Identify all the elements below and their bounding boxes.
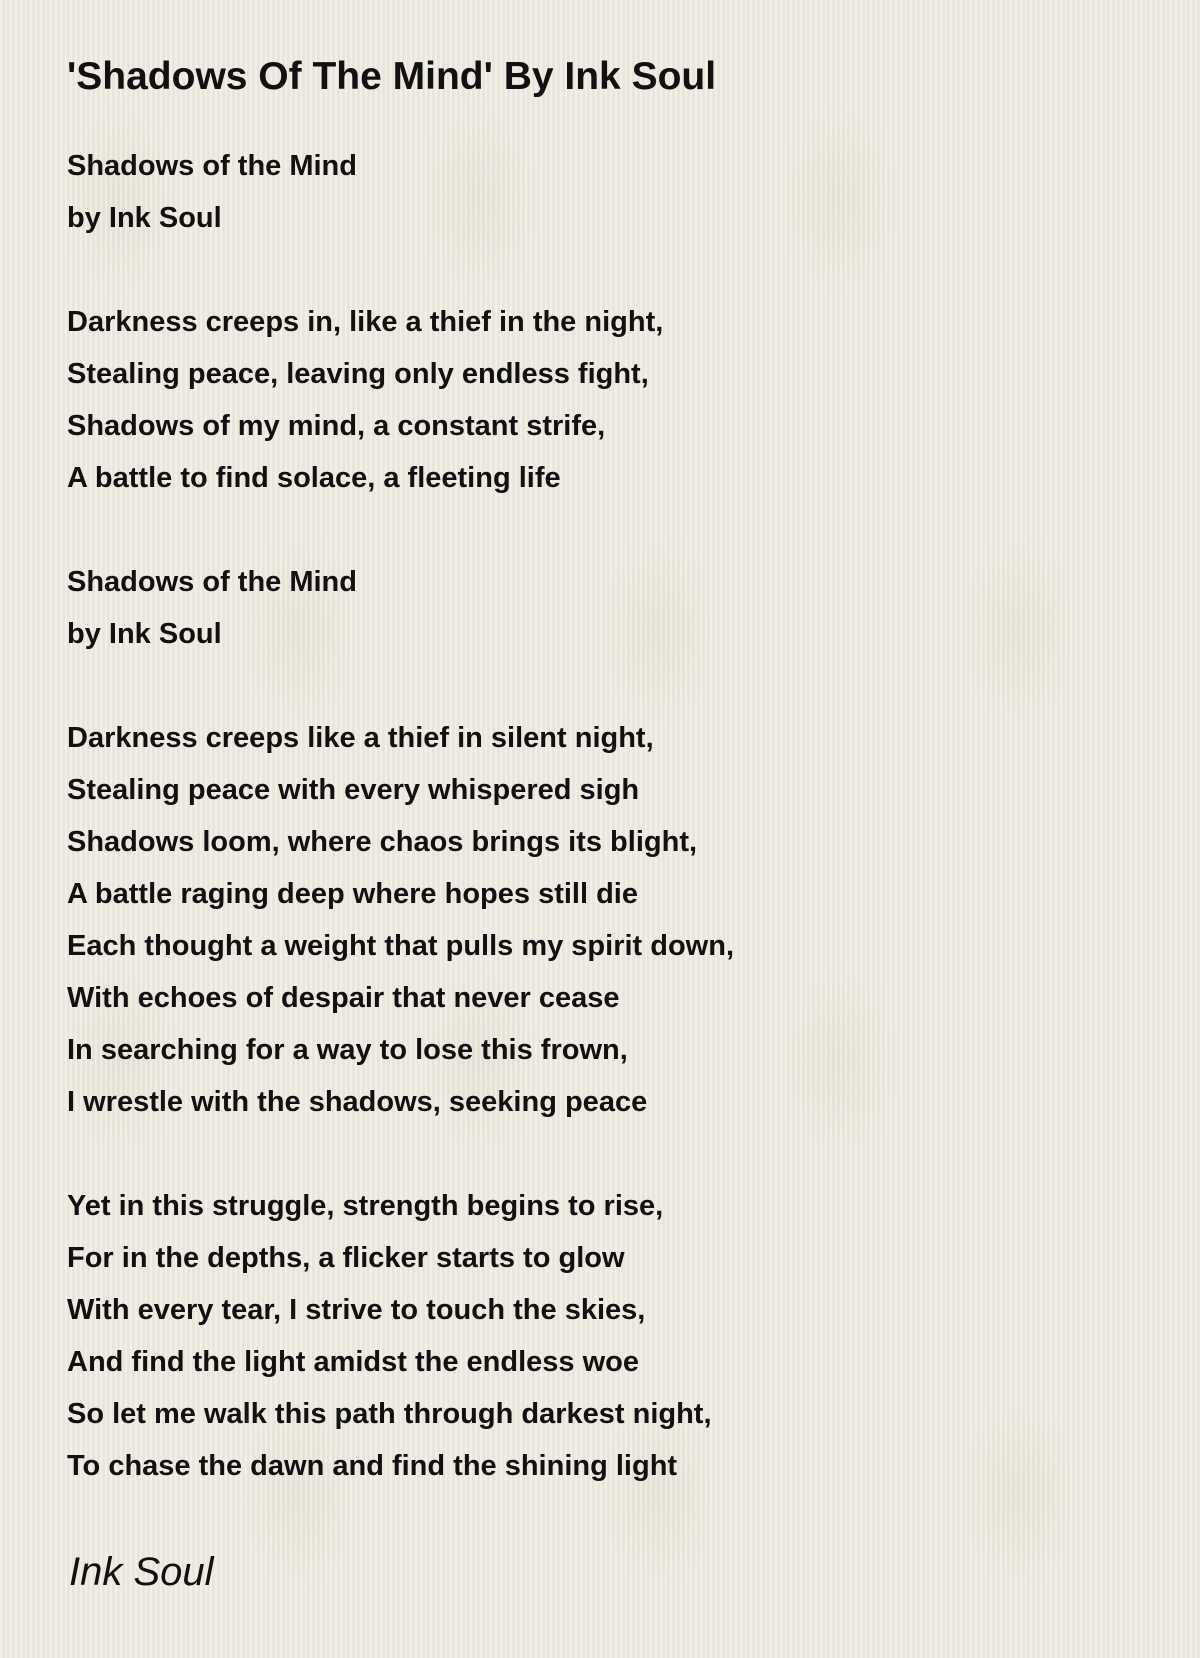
poem-line: To chase the dawn and find the shining light <box>67 1450 678 1482</box>
poem-line: I wrestle with the shadows, seeking peace <box>67 1086 648 1118</box>
poem-body <box>67 140 1147 1492</box>
poem-line: And find the light amidst the endless woe <box>67 1346 639 1378</box>
poem-line: Shadows of the Mind <box>67 150 357 182</box>
stanza-break <box>67 660 1147 712</box>
poem-line: A battle to find solace, a fleeting life <box>67 462 561 494</box>
poem-line: Shadows loom, where chaos brings its blight, <box>67 826 698 858</box>
poem-line: by Ink Soul <box>67 618 222 650</box>
poem-line: With echoes of despair that never cease <box>67 982 620 1014</box>
poem-line: So let me walk this path through darkest night, <box>67 1398 712 1430</box>
poem-page <box>67 50 1147 1600</box>
stanza-break <box>67 504 1147 556</box>
poem-line: Stealing peace, leaving only endless fight, <box>67 358 649 390</box>
poem-line: For in the depths, a flicker starts to glow <box>67 1242 625 1274</box>
poem-line: Darkness creeps like a thief in silent night, <box>67 722 654 754</box>
poem-line: by Ink Soul <box>67 202 222 234</box>
stanza-break <box>67 1128 1147 1180</box>
poem-line: A battle raging deep where hopes still die <box>67 878 638 910</box>
stanza-break <box>67 244 1147 296</box>
page-title: 'Shadows Of The Mind' By Ink Soul <box>67 55 717 98</box>
author-signature: Ink Soul <box>69 1550 214 1594</box>
poem-line: Stealing peace with every whispered sigh <box>67 774 640 806</box>
poem-line: With every tear, I strive to touch the skies, <box>67 1294 646 1326</box>
poem-line: Yet in this struggle, strength begins to rise, <box>67 1190 664 1222</box>
poem-line: Shadows of my mind, a constant strife, <box>67 410 606 442</box>
poem-line: Each thought a weight that pulls my spirit down, <box>67 930 735 962</box>
poem-line: In searching for a way to lose this frown, <box>67 1034 628 1066</box>
poem-line: Shadows of the Mind <box>67 566 357 598</box>
poem-line: Darkness creeps in, like a thief in the night, <box>67 306 664 338</box>
